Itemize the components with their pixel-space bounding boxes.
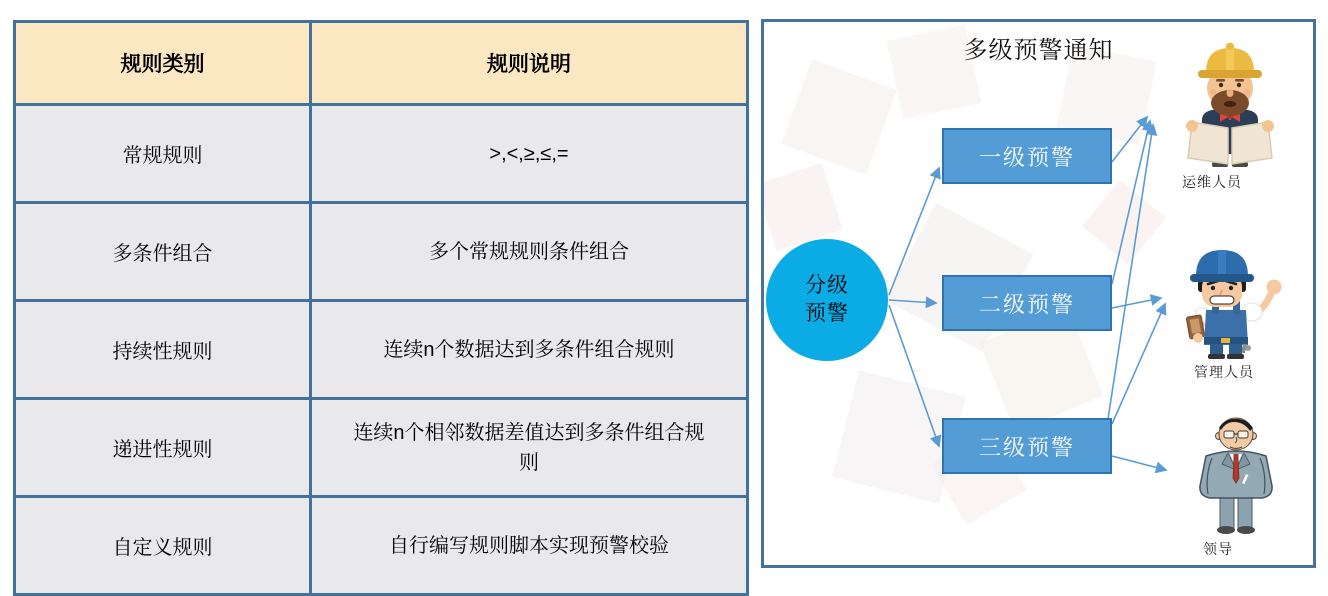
table-row: [15, 399, 748, 497]
table-header-row: [15, 22, 748, 105]
arrow-level2-to-ops: [1112, 121, 1150, 284]
cell-description: 连续n个数据达到多条件组合规则: [311, 301, 748, 399]
table-row: [15, 497, 748, 595]
table-row: [15, 105, 748, 203]
leader-label: 领导: [1203, 541, 1233, 557]
cell-category: 递进性规则: [15, 399, 311, 497]
header-cell-category: 规则类别: [15, 22, 311, 105]
source-circle-graded-warning: [766, 239, 888, 361]
header-cell-description: 规则说明: [311, 22, 748, 105]
source-circle-label-line1: 分级: [805, 274, 849, 297]
arrow-level2-to-manager: [1112, 298, 1161, 308]
arrow-source-to-level3: [889, 305, 939, 446]
table-row: [15, 203, 748, 301]
warning-diagram-panel: [761, 19, 1316, 568]
cell-category: 常规规则: [15, 105, 311, 203]
source-circle-label-line2: 预警: [805, 302, 849, 325]
leader-icon: [1172, 412, 1300, 538]
arrow-level3-to-leader: [1112, 456, 1166, 470]
diagram-title: 多级预警通知: [963, 37, 1114, 64]
table-row: [15, 301, 748, 399]
cell-description: 多个常规规则条件组合: [311, 203, 748, 301]
cell-description: >,<,≥,≤,=: [311, 105, 748, 203]
ops-worker-label: 运维人员: [1182, 174, 1242, 190]
cell-category: 多条件组合: [15, 203, 311, 301]
arrow-source-to-level1: [889, 168, 939, 295]
level-box-3: 三级预警: [942, 418, 1112, 474]
manager-worker-icon: [1158, 232, 1296, 362]
manager-worker-label: 管理人员: [1194, 364, 1254, 380]
cell-description: 自行编写规则脚本实现预警校验: [311, 497, 748, 595]
cell-category: 自定义规则: [15, 497, 311, 595]
cell-description: 连续n个相邻数据差值达到多条件组合规则: [311, 399, 748, 497]
rules-table: [13, 20, 749, 596]
level-box-2: 二级预警: [942, 275, 1112, 331]
arrow-source-to-level2: [889, 300, 936, 303]
cell-category: 持续性规则: [15, 301, 311, 399]
level-box-1: 一级预警: [942, 128, 1112, 184]
